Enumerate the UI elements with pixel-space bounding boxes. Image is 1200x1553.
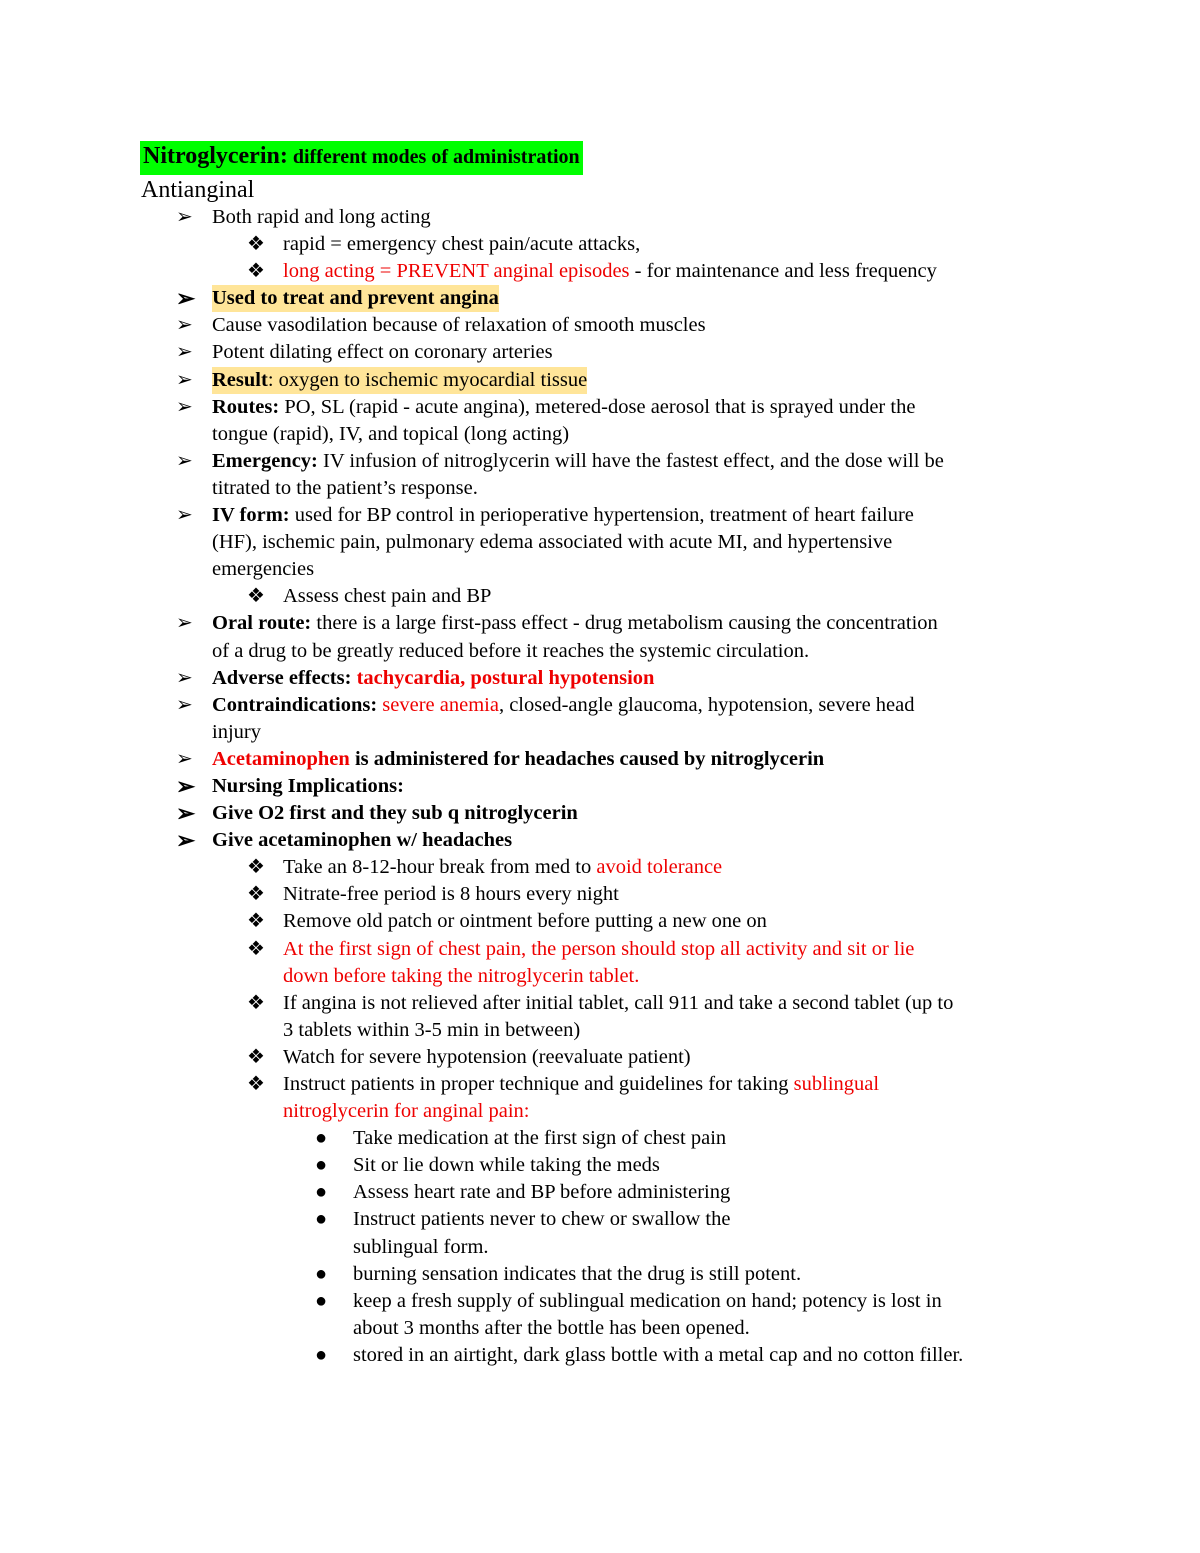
list-item: ❖ If angina is not relieved after initial tablet, call 911 and take a second tablet (up to	[0, 990, 1200, 1017]
arrowhead-bullet-icon: ➢	[176, 801, 196, 827]
list-item: ❖ Remove old patch or ointment before putting a new one on	[0, 908, 1200, 935]
list-item-continuation: nitroglycerin for anginal pain:	[283, 1100, 530, 1123]
arrowhead-bullet-icon: ➢	[176, 368, 193, 391]
list-item: ❖ Assess chest pain and BP	[0, 583, 1200, 610]
dot-bullet-icon: ●	[315, 1289, 328, 1312]
list-item-continuation: emergencies	[212, 558, 315, 581]
list-item: ➢ Routes: PO, SL (rapid - acute angina), metered-dose aerosol that is sprayed under the	[0, 394, 1200, 421]
arrowhead-bullet-icon: ➢	[176, 504, 193, 527]
document-title	[140, 141, 583, 175]
list-item: ➢ Oral route: there is a large first-pass effect - drug metabolism causing the concentration	[0, 610, 1200, 637]
arrowhead-bullet-icon: ➢	[176, 828, 196, 854]
list-item: ➢ Acetaminophen is administered for headaches caused by nitroglycerin	[0, 746, 1200, 773]
arrowhead-bullet-icon: ➢	[176, 612, 193, 635]
dot-bullet-icon: ●	[315, 1154, 328, 1177]
arrowhead-bullet-icon: ➢	[176, 286, 196, 312]
list-item: ● burning sensation indicates that the drug is still potent.	[0, 1261, 1200, 1288]
list-item: ● Sit or lie down while taking the meds	[0, 1152, 1200, 1179]
list-item: ➢ Give acetaminophen w/ headaches	[176, 828, 513, 854]
list-item-continuation: (HF), ischemic pain, pulmonary edema associated with acute MI, and hypertensive	[212, 531, 893, 554]
title-subtitle: different modes of administration	[287, 146, 580, 168]
dot-bullet-icon: ●	[315, 1181, 328, 1204]
list-item-continuation: tongue (rapid), IV, and topical (long acting)	[212, 422, 570, 445]
list-item-continuation: injury	[212, 720, 261, 743]
diamond-bullet-icon: ❖	[247, 260, 265, 283]
list-item: ❖ Watch for severe hypotension (reevaluate patient)	[0, 1044, 1200, 1071]
list-item: ❖ long acting = PREVENT anginal episodes - for maintenance and less frequency	[0, 258, 1200, 285]
list-item: ❖ Nitrate-free period is 8 hours every night	[0, 881, 1200, 908]
list-item: ➢ Emergency: IV infusion of nitroglycerin will have the fastest effect, and the dose will be	[0, 448, 1200, 475]
list-item: ➢ IV form: used for BP control in perioperative hypertension, treatment of heart failure	[0, 502, 1200, 529]
list-item: ● Instruct patients never to chew or swallow the	[0, 1206, 1200, 1233]
dot-bullet-icon: ●	[315, 1262, 328, 1285]
arrowhead-bullet-icon: ➢	[176, 314, 193, 337]
list-item-continuation: titrated to the patient’s response.	[212, 476, 478, 499]
arrowhead-bullet-icon: ➢	[176, 341, 193, 364]
list-item: ➢ Contraindications: severe anemia, closed-angle glaucoma, hypotension, severe head	[0, 692, 1200, 719]
diamond-bullet-icon: ❖	[247, 937, 265, 960]
diamond-bullet-icon: ❖	[247, 233, 265, 256]
list-item: ➢ Nursing Implications:	[176, 773, 404, 799]
list-item: ● keep a fresh supply of sublingual medication on hand; potency is lost in	[0, 1288, 1200, 1315]
bullet-list	[0, 204, 1200, 1369]
dot-bullet-icon: ●	[315, 1127, 328, 1150]
diamond-bullet-icon: ❖	[247, 883, 265, 906]
list-item: ➢ Result: oxygen to ischemic myocardial tissue	[0, 367, 1200, 394]
list-item: ❖ Take an 8-12-hour break from med to avoid tolerance	[0, 854, 1200, 881]
arrowhead-bullet-icon: ➢	[176, 206, 193, 228]
title-main: Nitroglycerin:	[143, 143, 288, 169]
arrowhead-bullet-icon: ➢	[176, 747, 193, 770]
section-heading: Antianginal	[141, 177, 255, 203]
arrowhead-bullet-icon: ➢	[176, 773, 196, 799]
diamond-bullet-icon: ❖	[247, 1073, 265, 1095]
list-item-continuation: down before taking the nitroglycerin tablet.	[283, 964, 640, 987]
arrowhead-bullet-icon: ➢	[176, 449, 193, 472]
diamond-bullet-icon: ❖	[247, 991, 265, 1014]
list-item: ➢ Both rapid and long acting	[0, 204, 1200, 231]
diamond-bullet-icon: ❖	[247, 1045, 265, 1068]
list-item: ➢ Used to treat and prevent angina	[176, 286, 499, 312]
list-item: ❖ Instruct patients in proper technique and guidelines for taking sublingual	[0, 1071, 1200, 1098]
arrowhead-bullet-icon: ➢	[176, 395, 193, 418]
list-item: ● Take medication at the first sign of chest pain	[0, 1125, 1200, 1152]
list-item-continuation: 3 tablets within 3-5 min in between)	[283, 1018, 581, 1041]
list-item: ➢ Adverse effects: tachycardia, postural hypotension	[0, 665, 1200, 692]
diamond-bullet-icon: ❖	[247, 910, 265, 933]
diamond-bullet-icon: ❖	[247, 856, 265, 879]
title-highlight	[140, 141, 583, 175]
list-item: ➢ Give O2 first and they sub q nitroglycerin	[176, 801, 578, 827]
list-item-continuation: about 3 months after the bottle has been opened.	[353, 1316, 750, 1339]
dot-bullet-icon: ●	[315, 1343, 328, 1366]
list-item: ● Assess heart rate and BP before administering	[0, 1179, 1200, 1206]
list-item: ● stored in an airtight, dark glass bottle with a metal cap and no cotton filler.	[0, 1342, 1200, 1369]
list-item-continuation: sublingual form.	[353, 1235, 489, 1258]
diamond-bullet-icon: ❖	[247, 585, 265, 608]
list-item-continuation: of a drug to be greatly reduced before it reaches the systemic circulation.	[212, 639, 810, 662]
list-item: ❖ rapid = emergency chest pain/acute attacks,	[0, 231, 1200, 258]
list-item: ➢ Cause vasodilation because of relaxation of smooth muscles	[0, 312, 1200, 339]
arrowhead-bullet-icon: ➢	[176, 693, 193, 716]
dot-bullet-icon: ●	[315, 1208, 328, 1231]
arrowhead-bullet-icon: ➢	[176, 666, 193, 689]
list-item: ❖ At the first sign of chest pain, the person should stop all activity and sit or lie	[0, 936, 1200, 963]
list-item: ➢ Potent dilating effect on coronary arteries	[0, 339, 1200, 366]
